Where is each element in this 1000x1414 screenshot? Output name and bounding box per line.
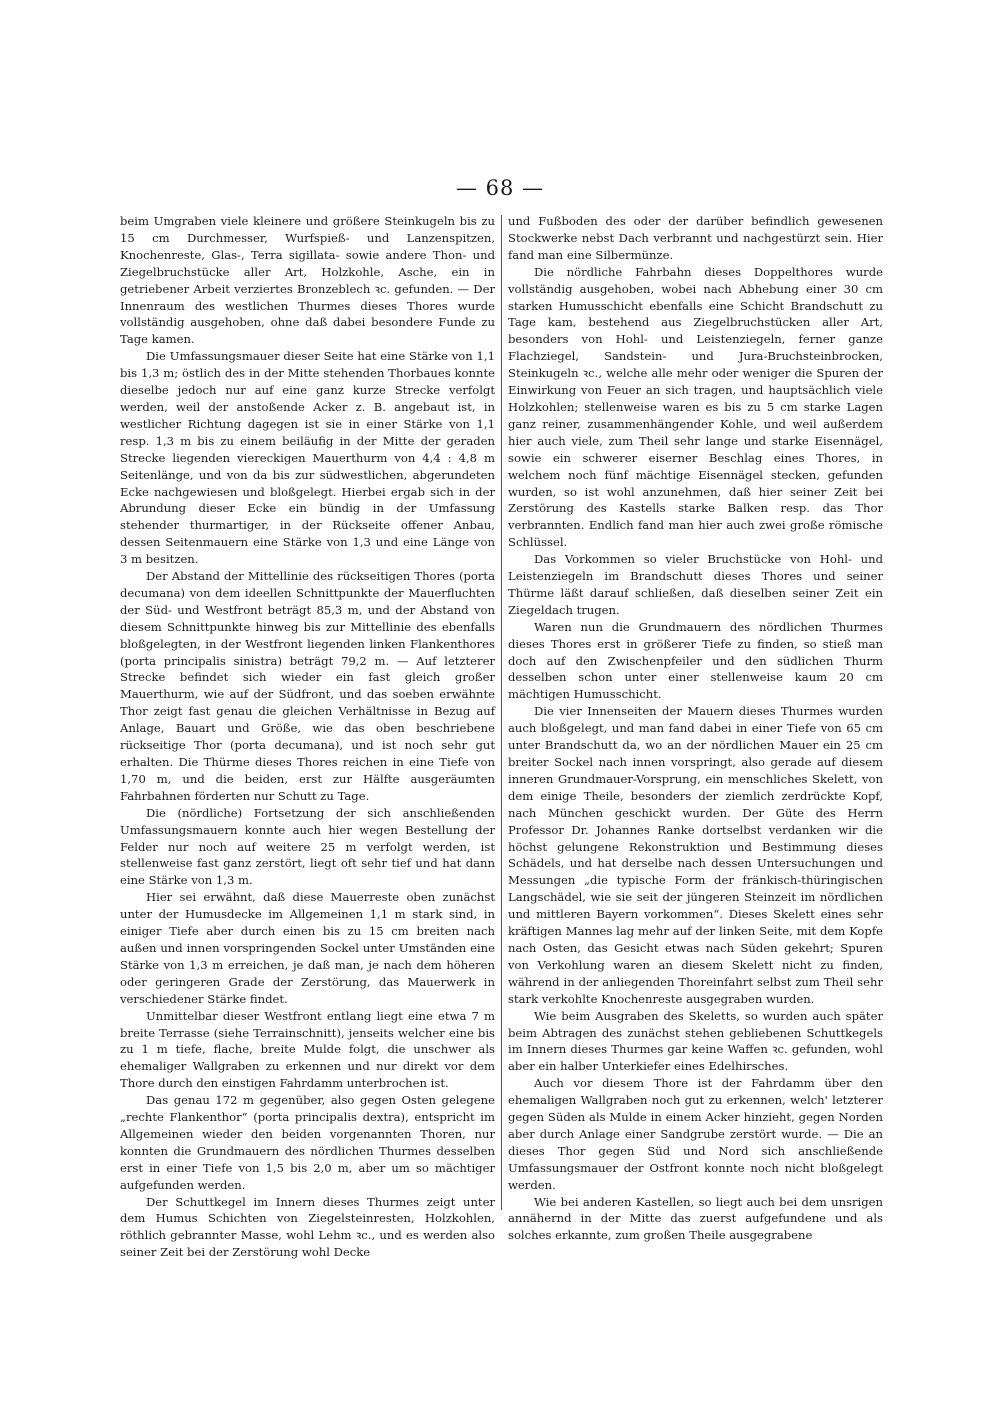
paragraph: Der Schuttkegel im Innern dieses Thurmes zeigt unter dem Humus Schichten von Ziegelsteinresten, Holzkohlen, röthlich gebrannter Masse, wohl Lehm ꝛc., und es werden also seiner Zeit bei der Zerstörung wohl Decke — [120, 1194, 495, 1260]
left-column — [120, 213, 495, 1261]
paragraph: Hier sei erwähnt, daß diese Mauerreste oben zunächst unter der Humusdecke im Allgemeinen 1,1 m stark sind, in einiger Tiefe aber durch einen bis zu 15 cm breiten nach außen und innen vorspringenden Sockel unter Umständen eine Stärke von 1,3 m erreichen, je daß man, je nach dem höheren oder geringeren Grade der Zerstörung, das Mauerwerk in verschiedener Stärke findet. — [120, 890, 495, 1006]
paragraph: und Fußboden des oder der darüber befindlich gewesenen Stockwerke nebst Dach verbrannt und nachgestürzt sein. Hier fand man eine Silbermünze. — [508, 214, 883, 262]
paragraph: Unmittelbar dieser Westfront entlang liegt eine etwa 7 m breite Terrasse (siehe Terrainschnitt), jenseits welcher eine bis zu 1 m tiefe, flache, breite Mulde folgt, die unschwer als ehemaliger Wallgraben zu erkennen und nur direkt vor dem Thore durch den einstigen Fahrdamm unterbrochen ist. — [120, 1008, 495, 1091]
paragraph: Die vier Innenseiten der Mauern dieses Thurmes wurden auch bloßgelegt, und man fand dabei in einer Tiefe von 65 cm unter Brandschutt da, wo an der nördlichen Mauer ein 25 cm breiter Sockel nach innen vorspringt, also gerade auf diesem inneren Grundmauer-Vorsprung, ein menschliches Skelett, von dem einige Theile, besonders der ziemlich zerdrückte Kopf, nach München geschickt wurden. Der Güte des Herrn Professor Dr. Johannes Ranke dortselbst verdanken wir die höchst gelungene Rekonstruktion und Bestimmung dieses Schädels, und hat derselbe nach dessen Untersuchungen und Messungen „die typische Form der fränkisch-thüringischen Langschädel, wie sie seit der jüngeren Steinzeit im nördlichen und mittleren Bayern vorkommen“. Dieses Skelett eines sehr kräftigen Mannes lag mehr auf der linken Seite, mit dem Kopfe nach Osten, das Gesicht etwas nach Süden gekehrt; Spuren von Verkohlung waren an diesem Skelett nicht zu finden, während in der anliegenden Thoreinfahrt selbst zum Theil sehr stark verkohlte Knochenreste ausgegraben wurden. — [508, 704, 883, 1006]
paragraph: beim Umgraben viele kleinere und größere Steinkugeln bis zu 15 cm Durchmesser, Wurfspieß- und Lanzenspitzen, Knochenreste, Glas-, Terra sigillata- sowie andere Thon- und Ziegelbruchstücke aller Art, Holzkohle, Asche, ein in getriebener Arbeit verziertes Bronzeblech ꝛc. gefunden. — Der Innenraum des westlichen Thurmes dieses Thores wurde vollständig ausgehoben, ohne daß dabei besondere Funde zu Tage kamen. — [120, 214, 495, 347]
paragraph: Die Umfassungsmauer dieser Seite hat eine Stärke von 1,1 bis 1,3 m; östlich des in der Mitte stehenden Thorbaues konnte dieselbe jedoch nur auf eine ganz kurze Strecke verfolgt werden, weil der anstoßende Acker z. B. angebaut ist, in westlicher Richtung dagegen ist sie in einer Stärke von 1,1 resp. 1,3 m bis zu einem beiläufig in der Mitte der geraden Strecke liegenden viereckigen Mauerthurm von 4,4 : 4,8 m Seitenlänge, und von da bis zur südwestlichen, abgerundeten Ecke nachgewiesen und bloßgelegt. Hierbei ergab sich in der Abrundung dieser Ecke ein bündig in der Umfassung stehender thurmartiger, in der Rückseite offener Anbau, dessen Seitenmauern eine Stärke von 1,3 und eine Länge von 3 m besitzen. — [120, 349, 495, 567]
right-column — [508, 213, 883, 1244]
column-divider — [501, 215, 502, 1210]
paragraph: Wie beim Ausgraben des Skeletts, so wurden auch später beim Abtragen des zunächst stehen gebliebenen Schuttkegels im Innern dieses Thurmes gar keine Waffen ꝛc. gefunden, wohl aber ein halber Unterkiefer eines Edelhirsches. — [508, 1008, 883, 1074]
paragraph: Wie bei anderen Kastellen, so liegt auch bei dem unsrigen annähernd in der Mitte das zuerst aufgefundene und als solches erkannte, zum großen Theile ausgegrabene — [508, 1194, 883, 1243]
paragraph: Waren nun die Grundmauern des nördlichen Thurmes dieses Thores erst in größerer Tiefe zu finden, so stieß man doch auf den Zwischenpfeiler und den südlichen Thurm desselben schon unter einer stellenweise kaum 20 cm mächtigen Humusschicht. — [508, 619, 883, 702]
paragraph: Das Vorkommen so vieler Bruchstücke von Hohl- und Leistenziegeln im Brandschutt dieses Thores und seiner Thürme läßt darauf schließen, daß dieselben seiner Zeit ein Ziegeldach trugen. — [508, 552, 883, 617]
paragraph: Die nördliche Fahrbahn dieses Doppelthores wurde vollständig ausgehoben, wobei nach Abhebung einer 30 cm starken Humusschicht ebenfalls eine Schicht Brandschutt zu Tage kam, bestehend aus Ziegelbruchstücken aller Art, besonders von Hohl- und Leistenziegeln, ferner ganze Flachziegel, Sandstein- und Jura-Bruchsteinbrocken, Steinkugeln ꝛc., welche alle mehr oder weniger die Spuren der Einwirkung von Feuer an sich tragen, und hauptsächlich viele Holzkohlen; stellenweise waren es bis zu 5 cm starke Lagen ganz reiner, zusammenhängender Kohle, und weil außerdem hier auch viele, zum Theil sehr lange und starke Eisennägel, sowie ein schwerer eiserner Beschlag eines Thores, in welchem noch fünf mächtige Eisennägel stecken, gefunden wurden, so ist wohl anzunehmen, daß hier seiner Zeit bei Zerstörung des Kastells starke Balken resp. das Thor verbrannten. Endlich fand man hier auch zwei große römische Schlüssel. — [508, 264, 883, 550]
paragraph: Auch vor diesem Thore ist der Fahrdamm über den ehemaligen Wallgraben noch gut zu erkennen, welch' letzterer gegen Süden als Mulde in einem Acker hinzieht, gegen Norden aber durch Anlage einer Sandgrube zerstört wurde. — Die an dieses Thor gegen Süd und Nord sich anschließende Umfassungsmauer der Ostfront konnte noch nicht bloßgelegt werden. — [508, 1076, 883, 1192]
paragraph: Das genau 172 m gegenüber, also gegen Osten gelegene „rechte Flankenthor“ (porta principalis dextra), entspricht im Allgemeinen wieder den beiden vorgenannten Thoren, nur konnten die Grundmauern des nördlichen Thurmes desselben erst in einer Tiefe von 1,5 bis 2,0 m, aber um so mächtiger aufgefunden werden. — [120, 1093, 495, 1192]
paragraph: Der Abstand der Mittellinie des rückseitigen Thores (porta decumana) von dem ideellen Schnittpunkte der Mauerfluchten der Süd- und Westfront beträgt 85,3 m, und der Abstand von diesem Schnittpunkte hinweg bis zur Mittellinie des ebenfalls bloßgelegten, in der Westfront liegenden linken Flankenthores (porta principalis sinistra) beträgt 79,2 m. — Auf letzterer Strecke befindet sich wieder ein fast gleich großer Mauerthurm, wie auf der Südfront, und das soeben erwähnte Thor zeigt fast genau die gleichen Verhältnisse in Bezug auf Anlage, Bauart und Größe, wie das oben beschriebene rückseitige Thor (porta decumana), und ist noch sehr gut erhalten. Die Thürme dieses Thores reichen in eine Tiefe von 1,70 m, und die beiden, erst zur Hälfte ausgeräumten Fahrbahnen förderten nur Schutt zu Tage. — [120, 569, 495, 803]
page-number: — 68 — — [455, 176, 545, 200]
paragraph: Die (nördliche) Fortsetzung der sich anschließenden Umfassungsmauern konnte auch hier wegen Bestellung der Felder nur noch auf weitere 25 m verfolgt werden, ist stellenweise fast ganz zerstört, liegt oft sehr tief und hat dann eine Stärke von 1,3 m. — [120, 805, 495, 888]
